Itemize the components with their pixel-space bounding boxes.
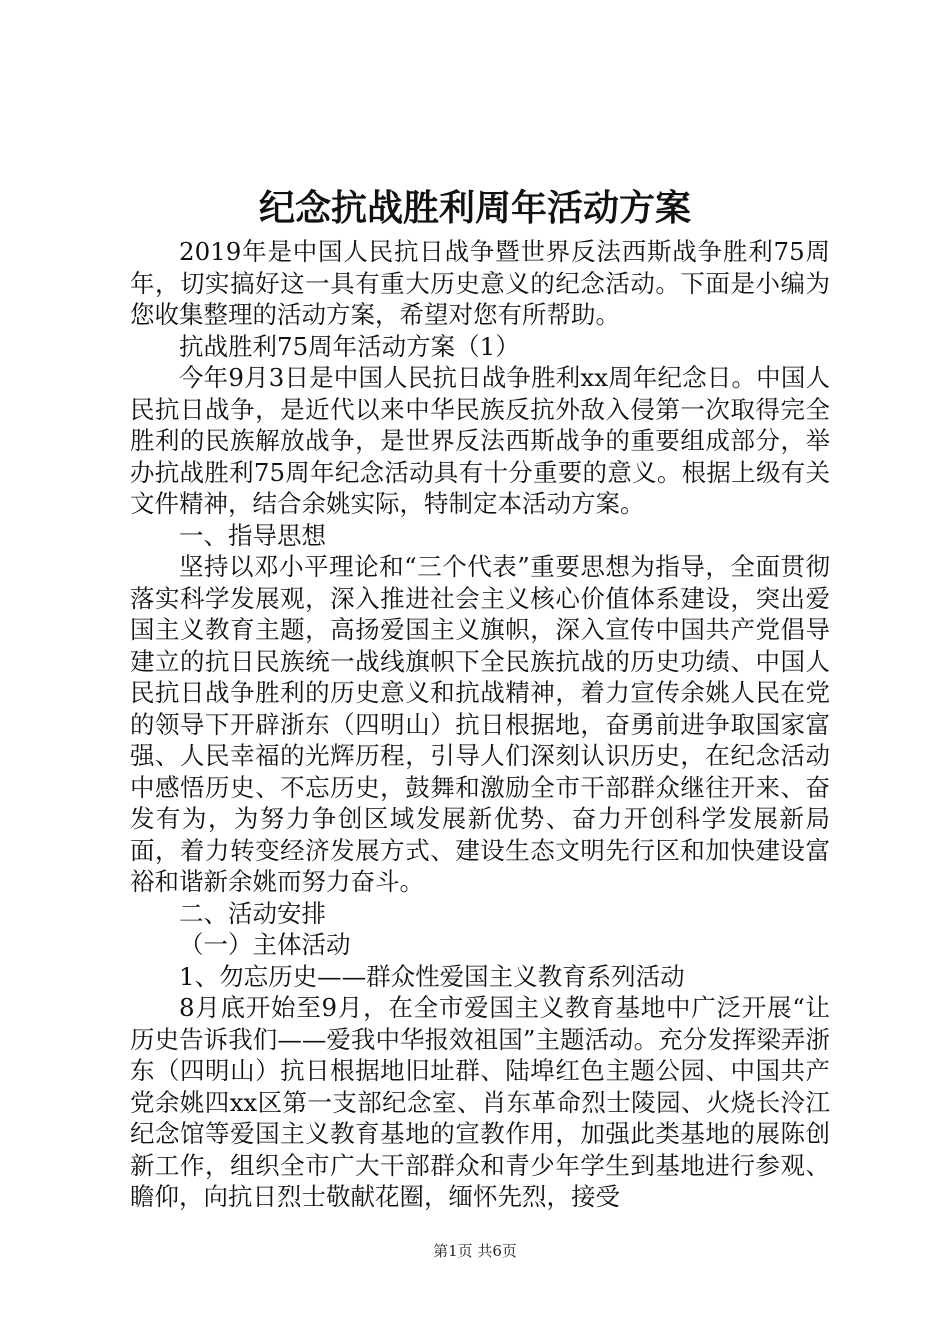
page-footer: 第1页 共6页 <box>433 1242 517 1260</box>
intro-paragraph: 2019年是中国人民抗日战争暨世界反法西斯战争胜利75周年，切实搞好这一具有重大历史意义的纪念活动。下面是小编为您收集整理的活动方案，希望对您有所帮助。 <box>130 237 830 329</box>
section-heading-plan-1: 抗战胜利75周年活动方案（1） <box>179 331 520 361</box>
background-paragraph: 今年9月3日是中国人民抗日战争胜利xx周年纪念日。中国人民抗日战争，是近代以来中华民族反抗外敌入侵第一次取得完全胜利的民族解放战争，是世界反法西斯战争的重要组成部分，举办抗战胜利75周年纪念活动具有十分重要的意义。根据上级有关文件精神，结合余姚实际，特制定本活动方案。 <box>130 363 830 518</box>
section-heading-guiding-ideology: 一、指导思想 <box>179 520 326 550</box>
section-heading-activity-arrangement: 二、活动安排 <box>179 898 326 928</box>
activity-description-paragraph: 8月底开始至9月，在全市爱国主义教育基地中广泛开展“让历史告诉我们——爱我中华报效祖国”主题活动。充分发挥梁弄浙东（四明山）抗日根据地旧址群、陆埠红色主题公园、中国共产党余姚四xx区第一支部纪念室、肖东革命烈士陵园、火烧长泠江纪念馆等爱国主义教育基地的宣教作用，加强此类基地的展陈创新工作，组织全市广大干部群众和青少年学生到基地进行参观、瞻仰，向抗日烈士敬献花圈，缅怀先烈，接受 <box>130 993 830 1211</box>
document-title: 纪念抗战胜利周年活动方案 <box>258 187 691 229</box>
document-body <box>130 236 830 1213</box>
guiding-ideology-paragraph: 坚持以邓小平理论和“三个代表”重要思想为指导，全面贯彻落实科学发展观，深入推进社会主义核心价值体系建设，突出爱国主义教育主题，高扬爱国主义旗帜，深入宣传中国共产党倡导建立的抗日民族统一战线旗帜下全民族抗战的历史功绩、中国人民抗日战争胜利的历史意义和抗战精神，着力宣传余姚人民在党的领导下开辟浙东（四明山）抗日根据地，奋勇前进争取国家富强、人民幸福的光辉历程，引导人们深刻认识历史，在纪念活动中感悟历史、不忘历史，鼓舞和激励全市干部群众继往开来、奋发有为，为努力争创区域发展新优势、奋力开创科学发展新局面，着力转变经济发展方式、建设生态文明先行区和加快建设富裕和谐新余姚而努力奋斗。 <box>130 552 830 896</box>
item-heading-never-forget-history: 1、勿忘历史——群众性爱国主义教育系列活动 <box>179 961 685 991</box>
subsection-heading-main-activities: （一）主体活动 <box>179 930 351 959</box>
